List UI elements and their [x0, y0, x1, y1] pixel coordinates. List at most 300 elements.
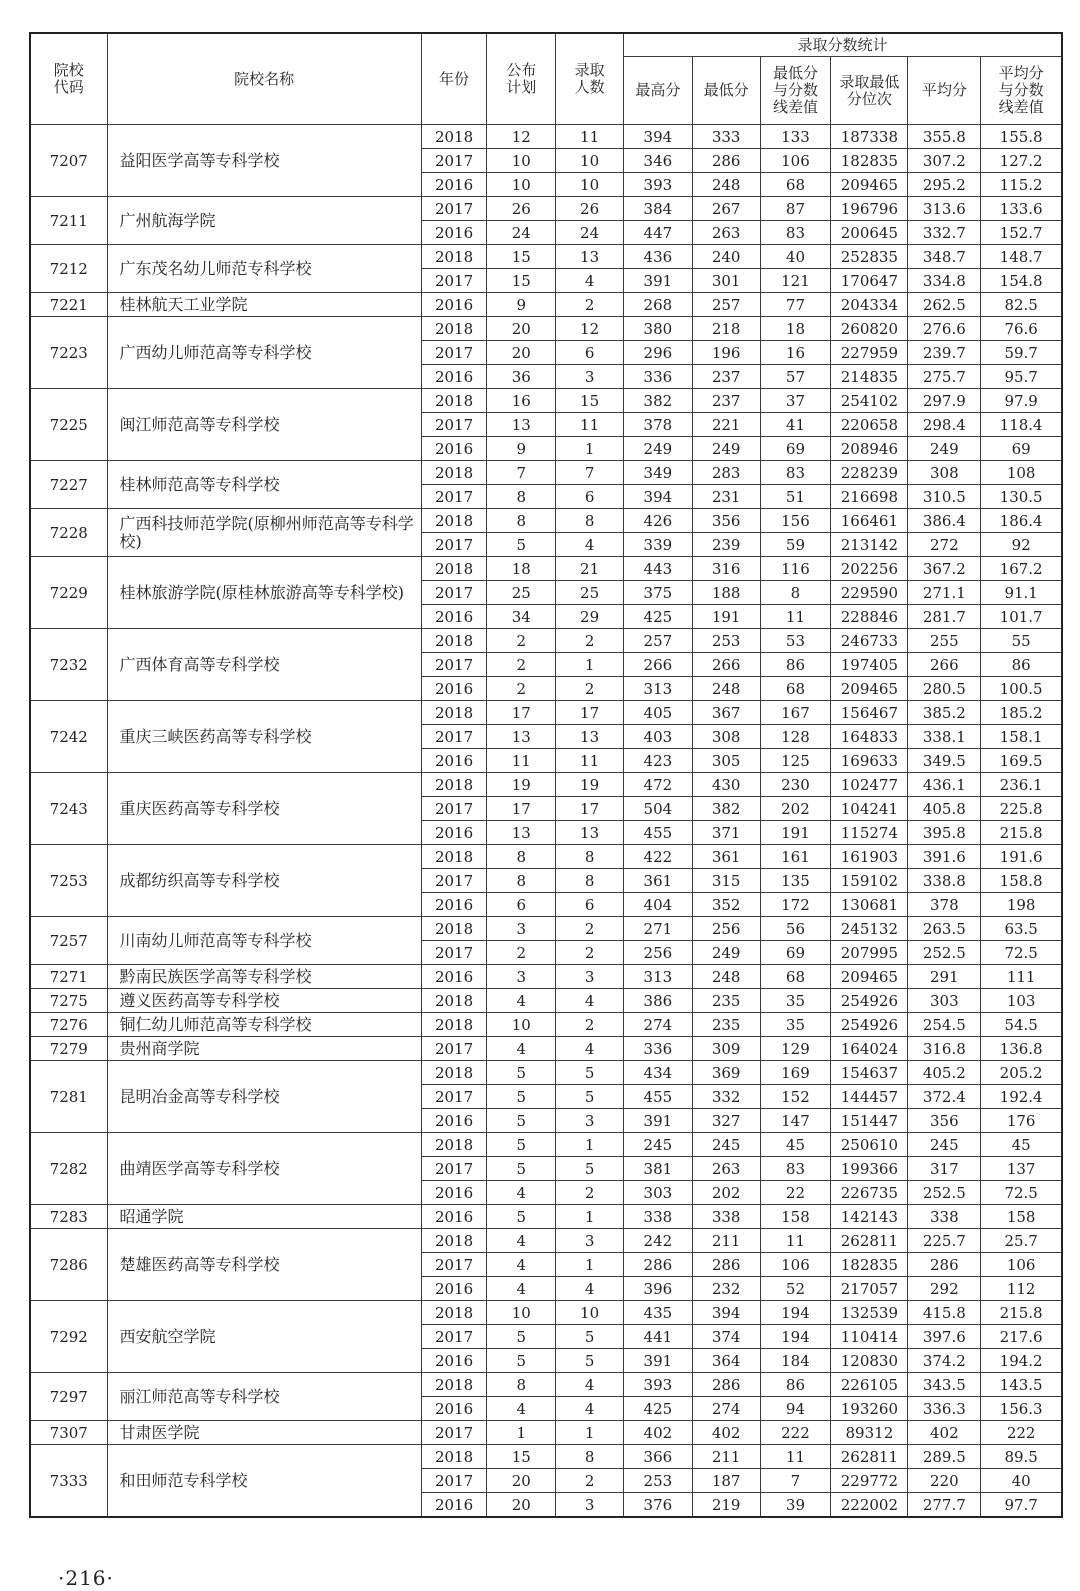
cell-admitted: 13 — [556, 725, 624, 749]
school-code: 7207 — [30, 125, 107, 197]
cell-avg: 436.1 — [908, 773, 981, 797]
cell-plan: 24 — [487, 221, 556, 245]
cell-admitted: 3 — [556, 1493, 624, 1518]
table-row — [30, 1061, 1062, 1085]
cell-min: 263 — [692, 221, 760, 245]
table-row — [30, 773, 1062, 797]
admission-score-table — [29, 32, 1063, 1518]
cell-avg-diff: 40 — [981, 1469, 1062, 1493]
school-code: 7253 — [30, 845, 107, 917]
cell-avg-diff: 72.5 — [981, 941, 1062, 965]
cell-max: 336 — [623, 365, 692, 389]
cell-min-diff: 133 — [760, 125, 831, 149]
cell-year: 2016 — [421, 893, 487, 917]
cell-max: 378 — [623, 413, 692, 437]
cell-min-rank: 226735 — [831, 1181, 908, 1205]
cell-admitted: 1 — [556, 1133, 624, 1157]
cell-min-diff: 56 — [760, 917, 831, 941]
cell-max: 447 — [623, 221, 692, 245]
cell-min-rank: 262811 — [831, 1445, 908, 1469]
cell-year: 2018 — [421, 917, 487, 941]
cell-min-rank: 142143 — [831, 1205, 908, 1229]
cell-min-diff: 167 — [760, 701, 831, 725]
cell-avg-diff: 76.6 — [981, 317, 1062, 341]
cell-avg-diff: 167.2 — [981, 557, 1062, 581]
cell-admitted: 1 — [556, 437, 624, 461]
school-name: 西安航空学院 — [107, 1301, 421, 1373]
cell-year: 2016 — [421, 221, 487, 245]
cell-avg: 349.5 — [908, 749, 981, 773]
cell-plan: 9 — [487, 437, 556, 461]
table-row — [30, 1013, 1062, 1037]
cell-max: 422 — [623, 845, 692, 869]
cell-plan: 8 — [487, 845, 556, 869]
cell-min: 221 — [692, 413, 760, 437]
cell-year: 2017 — [421, 869, 487, 893]
cell-min: 267 — [692, 197, 760, 221]
cell-min-diff: 147 — [760, 1109, 831, 1133]
cell-max: 286 — [623, 1253, 692, 1277]
cell-min-diff: 69 — [760, 437, 831, 461]
cell-avg: 395.8 — [908, 821, 981, 845]
cell-min: 196 — [692, 341, 760, 365]
school-code: 7227 — [30, 461, 107, 509]
cell-min-diff: 7 — [760, 1469, 831, 1493]
cell-avg: 271.1 — [908, 581, 981, 605]
cell-avg: 355.8 — [908, 125, 981, 149]
cell-max: 455 — [623, 821, 692, 845]
cell-max: 296 — [623, 341, 692, 365]
cell-max: 384 — [623, 197, 692, 221]
cell-admitted: 17 — [556, 701, 624, 725]
table-row — [30, 557, 1062, 581]
cell-min-diff: 51 — [760, 485, 831, 509]
cell-plan: 5 — [487, 1133, 556, 1157]
cell-year: 2018 — [421, 701, 487, 725]
cell-plan: 10 — [487, 149, 556, 173]
cell-min-diff: 11 — [760, 1229, 831, 1253]
admission-score-table-container — [29, 32, 1063, 1518]
cell-avg-diff: 198 — [981, 893, 1062, 917]
cell-avg: 262.5 — [908, 293, 981, 317]
cell-plan: 10 — [487, 173, 556, 197]
cell-plan: 4 — [487, 1037, 556, 1061]
cell-min: 315 — [692, 869, 760, 893]
cell-max: 405 — [623, 701, 692, 725]
cell-min-rank: 196796 — [831, 197, 908, 221]
cell-avg-diff: 82.5 — [981, 293, 1062, 317]
cell-min-diff: 77 — [760, 293, 831, 317]
table-row — [30, 1301, 1062, 1325]
cell-min-diff: 83 — [760, 221, 831, 245]
cell-max: 339 — [623, 533, 692, 557]
cell-avg-diff: 143.5 — [981, 1373, 1062, 1397]
cell-year: 2017 — [421, 197, 487, 221]
cell-plan: 15 — [487, 269, 556, 293]
cell-avg-diff: 106 — [981, 1253, 1062, 1277]
cell-admitted: 4 — [556, 269, 624, 293]
cell-plan: 34 — [487, 605, 556, 629]
cell-min-diff: 116 — [760, 557, 831, 581]
cell-year: 2016 — [421, 749, 487, 773]
school-name: 闽江师范高等专科学校 — [107, 389, 421, 461]
table-row — [30, 1133, 1062, 1157]
cell-plan: 4 — [487, 989, 556, 1013]
header-year: 年份 — [421, 33, 487, 125]
school-code: 7221 — [30, 293, 107, 317]
cell-min: 371 — [692, 821, 760, 845]
cell-avg-diff: 69 — [981, 437, 1062, 461]
school-name: 曲靖医学高等专科学校 — [107, 1133, 421, 1205]
cell-min-diff: 11 — [760, 1445, 831, 1469]
cell-min-diff: 16 — [760, 341, 831, 365]
cell-plan: 17 — [487, 797, 556, 821]
cell-max: 396 — [623, 1277, 692, 1301]
cell-avg-diff: 55 — [981, 629, 1062, 653]
school-name: 贵州商学院 — [107, 1037, 421, 1061]
cell-min-diff: 86 — [760, 653, 831, 677]
cell-year: 2016 — [421, 1493, 487, 1518]
cell-plan: 36 — [487, 365, 556, 389]
cell-admitted: 4 — [556, 989, 624, 1013]
cell-admitted: 5 — [556, 1061, 624, 1085]
cell-admitted: 7 — [556, 461, 624, 485]
cell-admitted: 1 — [556, 1421, 624, 1445]
cell-min-diff: 68 — [760, 677, 831, 701]
cell-min: 240 — [692, 245, 760, 269]
cell-year: 2016 — [421, 365, 487, 389]
cell-min-rank: 89312 — [831, 1421, 908, 1445]
cell-min-rank: 187338 — [831, 125, 908, 149]
cell-plan: 5 — [487, 533, 556, 557]
cell-avg: 391.6 — [908, 845, 981, 869]
cell-min: 211 — [692, 1445, 760, 1469]
school-code: 7281 — [30, 1061, 107, 1133]
cell-min-diff: 83 — [760, 461, 831, 485]
cell-year: 2018 — [421, 1373, 487, 1397]
cell-min: 286 — [692, 1373, 760, 1397]
cell-min-diff: 128 — [760, 725, 831, 749]
cell-year: 2017 — [421, 941, 487, 965]
cell-year: 2018 — [421, 1061, 487, 1085]
cell-plan: 4 — [487, 1229, 556, 1253]
cell-min: 374 — [692, 1325, 760, 1349]
cell-admitted: 2 — [556, 1181, 624, 1205]
cell-min-diff: 94 — [760, 1397, 831, 1421]
cell-avg: 386.4 — [908, 509, 981, 533]
cell-max: 303 — [623, 1181, 692, 1205]
cell-max: 313 — [623, 677, 692, 701]
cell-min-diff: 22 — [760, 1181, 831, 1205]
cell-min: 308 — [692, 725, 760, 749]
header-min-rank: 录取最低分位次 — [831, 57, 908, 125]
cell-plan: 5 — [487, 1061, 556, 1085]
cell-avg-diff: 217.6 — [981, 1325, 1062, 1349]
cell-min: 263 — [692, 1157, 760, 1181]
cell-admitted: 8 — [556, 509, 624, 533]
cell-avg: 239.7 — [908, 341, 981, 365]
cell-avg-diff: 158.8 — [981, 869, 1062, 893]
cell-year: 2018 — [421, 1229, 487, 1253]
cell-min-rank: 214835 — [831, 365, 908, 389]
cell-year: 2017 — [421, 1421, 487, 1445]
cell-min-rank: 110414 — [831, 1325, 908, 1349]
cell-admitted: 2 — [556, 917, 624, 941]
cell-year: 2018 — [421, 845, 487, 869]
cell-max: 393 — [623, 173, 692, 197]
cell-avg: 367.2 — [908, 557, 981, 581]
cell-min-diff: 35 — [760, 989, 831, 1013]
cell-year: 2016 — [421, 677, 487, 701]
cell-max: 361 — [623, 869, 692, 893]
cell-min: 248 — [692, 677, 760, 701]
cell-plan: 10 — [487, 1013, 556, 1037]
cell-plan: 12 — [487, 125, 556, 149]
table-row — [30, 389, 1062, 413]
cell-min: 309 — [692, 1037, 760, 1061]
cell-avg-diff: 191.6 — [981, 845, 1062, 869]
school-code: 7297 — [30, 1373, 107, 1421]
school-code: 7333 — [30, 1445, 107, 1518]
cell-min: 237 — [692, 389, 760, 413]
header-code: 院校代码 — [30, 33, 107, 125]
table-row — [30, 1445, 1062, 1469]
cell-min-diff: 86 — [760, 1373, 831, 1397]
cell-avg: 348.7 — [908, 245, 981, 269]
cell-year: 2018 — [421, 557, 487, 581]
school-name: 桂林旅游学院(原桂林旅游高等专科学校) — [107, 557, 421, 629]
cell-min-diff: 202 — [760, 797, 831, 821]
cell-max: 436 — [623, 245, 692, 269]
cell-min-diff: 53 — [760, 629, 831, 653]
cell-year: 2018 — [421, 629, 487, 653]
cell-avg-diff: 156.3 — [981, 1397, 1062, 1421]
cell-max: 386 — [623, 989, 692, 1013]
cell-min-rank: 222002 — [831, 1493, 908, 1518]
cell-min: 191 — [692, 605, 760, 629]
header-stats-group: 录取分数统计 — [623, 33, 1062, 57]
cell-max: 338 — [623, 1205, 692, 1229]
school-name: 桂林航天工业学院 — [107, 293, 421, 317]
cell-min: 235 — [692, 1013, 760, 1037]
cell-plan: 3 — [487, 965, 556, 989]
cell-min: 256 — [692, 917, 760, 941]
header-avg: 平均分 — [908, 57, 981, 125]
cell-max: 256 — [623, 941, 692, 965]
cell-min-diff: 169 — [760, 1061, 831, 1085]
cell-min-diff: 106 — [760, 1253, 831, 1277]
table-row — [30, 461, 1062, 485]
cell-year: 2016 — [421, 293, 487, 317]
cell-min: 333 — [692, 125, 760, 149]
cell-year: 2018 — [421, 125, 487, 149]
cell-avg: 286 — [908, 1253, 981, 1277]
cell-avg-diff: 72.5 — [981, 1181, 1062, 1205]
cell-avg: 295.2 — [908, 173, 981, 197]
cell-min-rank: 250610 — [831, 1133, 908, 1157]
cell-avg-diff: 152.7 — [981, 221, 1062, 245]
cell-min-diff: 37 — [760, 389, 831, 413]
school-name: 川南幼儿师范高等专科学校 — [107, 917, 421, 965]
cell-min-diff: 18 — [760, 317, 831, 341]
school-name: 桂林师范高等专科学校 — [107, 461, 421, 509]
cell-plan: 4 — [487, 1277, 556, 1301]
cell-year: 2018 — [421, 461, 487, 485]
cell-avg-diff: 155.8 — [981, 125, 1062, 149]
cell-min: 283 — [692, 461, 760, 485]
school-name: 昭通学院 — [107, 1205, 421, 1229]
cell-admitted: 1 — [556, 1253, 624, 1277]
cell-plan: 9 — [487, 293, 556, 317]
cell-avg-diff: 59.7 — [981, 341, 1062, 365]
cell-min-rank: 246733 — [831, 629, 908, 653]
cell-min-rank: 166461 — [831, 509, 908, 533]
cell-admitted: 4 — [556, 1373, 624, 1397]
cell-min-rank: 209465 — [831, 173, 908, 197]
cell-min-rank: 164024 — [831, 1037, 908, 1061]
cell-year: 2017 — [421, 1253, 487, 1277]
cell-min-diff: 161 — [760, 845, 831, 869]
cell-min-rank: 132539 — [831, 1301, 908, 1325]
cell-plan: 13 — [487, 821, 556, 845]
cell-min: 402 — [692, 1421, 760, 1445]
cell-avg-diff: 158 — [981, 1205, 1062, 1229]
school-code: 7242 — [30, 701, 107, 773]
school-code: 7279 — [30, 1037, 107, 1061]
cell-plan: 11 — [487, 749, 556, 773]
cell-min-diff: 194 — [760, 1301, 831, 1325]
cell-max: 391 — [623, 1109, 692, 1133]
cell-plan: 5 — [487, 1349, 556, 1373]
cell-admitted: 4 — [556, 1277, 624, 1301]
cell-avg-diff: 130.5 — [981, 485, 1062, 509]
cell-admitted: 5 — [556, 1157, 624, 1181]
cell-year: 2016 — [421, 437, 487, 461]
cell-avg: 277.7 — [908, 1493, 981, 1518]
cell-plan: 8 — [487, 1373, 556, 1397]
cell-min-diff: 39 — [760, 1493, 831, 1518]
cell-year: 2017 — [421, 1085, 487, 1109]
cell-avg-diff: 111 — [981, 965, 1062, 989]
cell-min: 231 — [692, 485, 760, 509]
school-name: 重庆三峡医药高等专科学校 — [107, 701, 421, 773]
cell-year: 2017 — [421, 653, 487, 677]
cell-avg-diff: 97.9 — [981, 389, 1062, 413]
cell-admitted: 5 — [556, 1325, 624, 1349]
table-row — [30, 629, 1062, 653]
cell-admitted: 29 — [556, 605, 624, 629]
cell-avg: 405.8 — [908, 797, 981, 821]
header-admitted: 录取人数 — [556, 33, 624, 125]
cell-year: 2018 — [421, 1133, 487, 1157]
cell-avg: 263.5 — [908, 917, 981, 941]
cell-min-rank: 164833 — [831, 725, 908, 749]
school-code: 7212 — [30, 245, 107, 293]
cell-plan: 7 — [487, 461, 556, 485]
cell-min: 248 — [692, 173, 760, 197]
cell-year: 2018 — [421, 773, 487, 797]
cell-plan: 4 — [487, 1253, 556, 1277]
cell-admitted: 2 — [556, 677, 624, 701]
cell-avg: 292 — [908, 1277, 981, 1301]
cell-year: 2016 — [421, 1397, 487, 1421]
cell-year: 2016 — [421, 1181, 487, 1205]
cell-avg: 310.5 — [908, 485, 981, 509]
school-name: 丽江师范高等专科学校 — [107, 1373, 421, 1421]
cell-max: 274 — [623, 1013, 692, 1037]
cell-plan: 15 — [487, 245, 556, 269]
cell-admitted: 13 — [556, 821, 624, 845]
cell-min-rank: 254926 — [831, 989, 908, 1013]
cell-min-rank: 102477 — [831, 773, 908, 797]
cell-admitted: 3 — [556, 365, 624, 389]
school-code: 7211 — [30, 197, 107, 245]
cell-avg-diff: 115.2 — [981, 173, 1062, 197]
cell-min-diff: 158 — [760, 1205, 831, 1229]
cell-avg-diff: 136.8 — [981, 1037, 1062, 1061]
cell-admitted: 6 — [556, 893, 624, 917]
cell-min: 249 — [692, 437, 760, 461]
cell-admitted: 4 — [556, 533, 624, 557]
cell-min-diff: 57 — [760, 365, 831, 389]
cell-plan: 5 — [487, 1085, 556, 1109]
cell-plan: 18 — [487, 557, 556, 581]
cell-max: 313 — [623, 965, 692, 989]
cell-min-rank: 193260 — [831, 1397, 908, 1421]
table-row — [30, 989, 1062, 1013]
cell-avg: 402 — [908, 1421, 981, 1445]
cell-min-rank: 156467 — [831, 701, 908, 725]
cell-min: 301 — [692, 269, 760, 293]
cell-admitted: 11 — [556, 125, 624, 149]
cell-min-rank: 229590 — [831, 581, 908, 605]
cell-year: 2017 — [421, 269, 487, 293]
cell-admitted: 2 — [556, 1469, 624, 1493]
cell-year: 2018 — [421, 317, 487, 341]
cell-min-diff: 172 — [760, 893, 831, 917]
cell-avg: 378 — [908, 893, 981, 917]
cell-admitted: 8 — [556, 845, 624, 869]
cell-year: 2017 — [421, 797, 487, 821]
cell-min-rank: 202256 — [831, 557, 908, 581]
cell-year: 2017 — [421, 413, 487, 437]
cell-max: 391 — [623, 1349, 692, 1373]
school-name: 益阳医学高等专科学校 — [107, 125, 421, 197]
cell-year: 2016 — [421, 1109, 487, 1133]
cell-plan: 4 — [487, 1181, 556, 1205]
cell-min-rank: 154637 — [831, 1061, 908, 1085]
cell-min-diff: 129 — [760, 1037, 831, 1061]
cell-admitted: 4 — [556, 1397, 624, 1421]
cell-admitted: 8 — [556, 1445, 624, 1469]
cell-min-diff: 121 — [760, 269, 831, 293]
cell-max: 504 — [623, 797, 692, 821]
cell-min-diff: 156 — [760, 509, 831, 533]
cell-min-diff: 152 — [760, 1085, 831, 1109]
cell-min: 327 — [692, 1109, 760, 1133]
cell-plan: 15 — [487, 1445, 556, 1469]
cell-admitted: 12 — [556, 317, 624, 341]
cell-avg: 338.1 — [908, 725, 981, 749]
cell-avg: 252.5 — [908, 1181, 981, 1205]
cell-plan: 2 — [487, 941, 556, 965]
school-code: 7292 — [30, 1301, 107, 1373]
cell-min-rank: 229772 — [831, 1469, 908, 1493]
school-code: 7282 — [30, 1133, 107, 1205]
cell-avg-diff: 127.2 — [981, 149, 1062, 173]
cell-avg: 275.7 — [908, 365, 981, 389]
cell-max: 376 — [623, 1493, 692, 1518]
